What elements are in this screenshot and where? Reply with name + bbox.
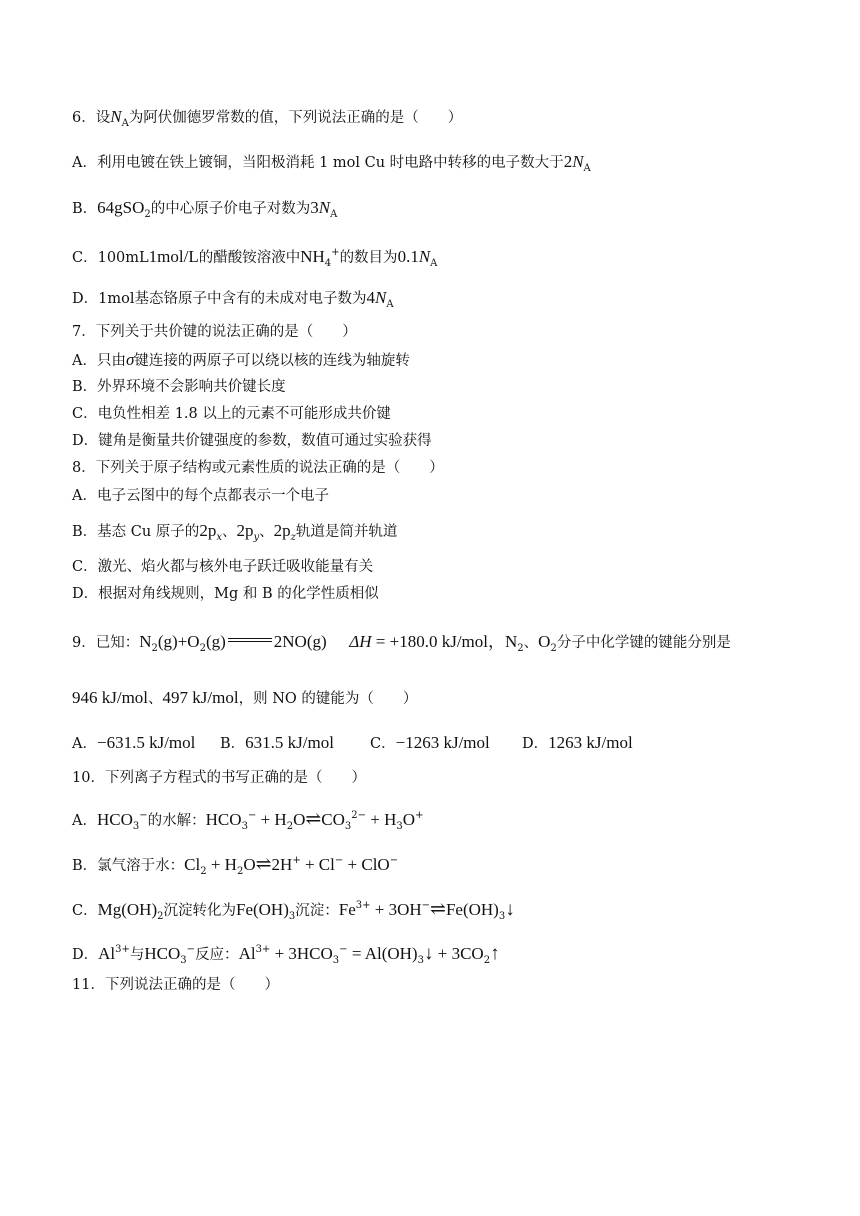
- q10-a-hco2: HCO: [205, 810, 242, 829]
- q10-a-hco: HCO: [96, 810, 133, 829]
- q10-c-feoh-sub: 3: [288, 911, 296, 922]
- down-arrow-icon: ↓: [505, 899, 515, 920]
- q10-a-h3: + H: [366, 810, 397, 829]
- q10-d-3hco: + 3HCO: [270, 944, 333, 963]
- q9-g2: (g): [205, 632, 226, 651]
- q10-a-h-sub: 2: [286, 821, 294, 832]
- q6-b-mass: 64g: [97, 198, 123, 217]
- q9-dh-val: = +180.0 kJ/mol: [371, 632, 489, 651]
- q6-b-sub: A: [330, 209, 338, 220]
- q10-stem: 10．下列离子方程式的书写正确的是（ ）: [72, 770, 366, 786]
- q9-opt-a-label: A．: [72, 736, 97, 752]
- q10-b-2h: 2H: [271, 855, 293, 874]
- q7-option-a: [72, 350, 410, 371]
- q10-c-mgoh-sub: 2: [157, 911, 164, 922]
- q9-opt-d-val: 1263 kJ/mol: [548, 733, 633, 752]
- q10-c-feoh2-sub: 3: [498, 911, 506, 922]
- equilibrium-arrow-icon: ⇌: [305, 809, 322, 830]
- orbital-y-sub: y: [253, 532, 260, 543]
- q6-c-nh-sup: +: [331, 247, 340, 258]
- q6-c-nh-sub: 4: [324, 258, 332, 269]
- q8-stem: 8．下列关于原子结构或元素性质的说法正确的是（ ）: [72, 460, 444, 476]
- q9-opt-a-val: −631.5 kJ/mol: [96, 733, 196, 752]
- q9-e-sep: 、: [148, 691, 163, 707]
- q10-b-cl-sub: 2: [200, 866, 207, 877]
- orbital-2px: 2p: [199, 521, 217, 540]
- equilibrium-arrow-icon: ⇌: [255, 854, 272, 875]
- q10-a-hco2-sup: −: [247, 810, 257, 821]
- q9-sep: 、: [523, 635, 539, 651]
- q10-d-hco-sub: 3: [180, 955, 187, 966]
- down-arrow-icon: ↓: [423, 943, 434, 964]
- q9-e2: 497 kJ/mol: [162, 688, 239, 707]
- q10-c-feoh2: Fe(OH): [445, 900, 499, 919]
- up-arrow-icon: ↑: [490, 943, 500, 964]
- q6-b-coef: 3: [310, 198, 319, 217]
- q9-stem: [72, 632, 731, 659]
- q10-option-d: [72, 940, 500, 971]
- q10-c-oh-sup: −: [421, 900, 431, 911]
- q9-opt-c-label: C．: [370, 736, 396, 752]
- q9-line2-post: ，则 NO 的键能为（ ）: [238, 691, 418, 707]
- q10-b-cl: Cl: [184, 855, 201, 874]
- q8-option-c: C．激光、焰火都与核外电子跃迁吸收能量有关: [72, 559, 374, 575]
- q7-option-c: C．电负性相差 1.8 以上的元素不可能形成共价键: [72, 406, 391, 422]
- q6-stem-prefix: 6．设: [72, 110, 111, 126]
- q10-a-h3o-sup: +: [415, 810, 424, 821]
- q10-b-h-sub: 2: [236, 866, 244, 877]
- sigma-symbol: σ: [125, 350, 135, 369]
- q10-b-cl2: + Cl: [300, 855, 335, 874]
- q10-c-label: C．: [72, 903, 98, 919]
- q10-a-mid: 的水解：: [147, 813, 206, 829]
- orbital-2py: 2p: [236, 521, 254, 540]
- q7-a-pre: A．只由: [72, 353, 126, 369]
- sep-2: 、: [259, 524, 274, 540]
- q6-stem-text: 为阿伏伽德罗常数的值，下列说法正确的是（ ）: [128, 110, 463, 126]
- q6-c-end: 的数目为: [339, 250, 398, 266]
- q10-d-co2-sub: 2: [483, 955, 491, 966]
- q6-c-conc: 1mol/L: [148, 247, 199, 266]
- q10-d-3hco-sub: 3: [332, 955, 340, 966]
- q6-b-so: SO: [122, 198, 145, 217]
- q10-d-aloh-sub: 3: [417, 955, 424, 966]
- q10-d-hco: HCO: [144, 944, 181, 963]
- q6-d-N: N: [374, 288, 387, 307]
- q9-e1: 946 kJ/mol: [72, 688, 149, 707]
- q10-d-al2-sup: 3+: [255, 944, 271, 955]
- avogadro-sub: A: [121, 118, 129, 129]
- orbital-2pz: 2p: [273, 521, 291, 540]
- q10-a-co-sup: 2−: [351, 810, 367, 821]
- q6-d-label: D．: [72, 291, 99, 307]
- q10-d-aloh: Al(OH): [364, 944, 418, 963]
- q6-d-coef: 4: [366, 288, 375, 307]
- q9-post: 分子中化学键的键能分别是: [556, 635, 731, 651]
- q9-o2-sub: 2: [550, 643, 557, 654]
- avogadro-symbol: N: [110, 107, 122, 126]
- sep-1: 、: [221, 524, 237, 540]
- q10-a-hco2-sub: 3: [241, 821, 248, 832]
- q10-c-fe-sup: 3+: [355, 900, 371, 911]
- q10-b-pre: B．氯气溶于水：: [72, 858, 185, 874]
- q9-opt-b-label: B．: [220, 736, 246, 752]
- q11-stem: 11．下列说法正确的是（ ）: [72, 977, 279, 993]
- q6-c-nh: NH: [300, 247, 325, 266]
- q9-n2-sub: 2: [517, 643, 524, 654]
- q10-a-hco-sup: −: [139, 810, 148, 821]
- q7-stem: 7．下列关于共价键的说法正确的是（ ）: [72, 324, 357, 340]
- q9-dh: ΔH: [349, 632, 372, 651]
- q10-b-2h-sup: +: [292, 855, 301, 866]
- q10-option-a: [72, 806, 423, 837]
- q9-n-sub: 2: [151, 643, 158, 654]
- q10-a-h3-sub: 3: [396, 821, 403, 832]
- q10-b-o: O: [243, 855, 256, 874]
- q6-a-sub: A: [583, 163, 591, 174]
- q10-b-h: + H: [206, 855, 237, 874]
- q10-a-h: + H: [256, 810, 287, 829]
- q6-b-so-sub: 2: [144, 209, 151, 220]
- q10-d-al-sup: 3+: [115, 944, 130, 955]
- q10-d-co2: + 3CO: [433, 944, 484, 963]
- q6-d-sub: A: [386, 299, 394, 310]
- q10-d-label: D．: [72, 947, 99, 963]
- q6-c-text: 的醋酸铵溶液中: [198, 250, 301, 266]
- q9-options: [72, 733, 633, 754]
- q10-d-al: Al: [98, 944, 116, 963]
- q10-a-hco-sub: 3: [132, 821, 140, 832]
- q10-a-co: CO: [321, 810, 345, 829]
- q6-option-a: [72, 152, 591, 179]
- q9-pre: 9．已知：: [72, 635, 140, 651]
- q6-c-sub: A: [430, 258, 438, 269]
- q6-option-b: [72, 198, 337, 225]
- q10-c-oh: + 3OH: [370, 900, 422, 919]
- q9-opt-c-val: −1263 kJ/mol: [395, 733, 490, 752]
- q6-c-coef: 0.1: [397, 247, 419, 266]
- q7-option-b: B．外界环境不会影响共价键长度: [72, 379, 286, 395]
- q10-b-clo: + ClO: [343, 855, 390, 874]
- q10-a-h3o: O: [402, 810, 416, 829]
- q10-c-mid1: 沉淀转化为: [163, 903, 236, 919]
- q9-opt-b-val: 631.5 kJ/mol: [245, 733, 334, 752]
- q10-a-label: A．: [72, 813, 97, 829]
- q6-option-d: [72, 288, 394, 315]
- q10-b-cl2-sup: −: [334, 855, 344, 866]
- q6-b-N: N: [318, 198, 331, 217]
- q10-c-mgoh: Mg(OH): [97, 900, 158, 919]
- q7-a-post: 键连接的两原子可以绕以核的连线为轴旋转: [134, 353, 410, 369]
- q6-d-text: 基态铬原子中含有的未成对电子数为: [134, 291, 367, 307]
- q10-d-hco-sup: −: [186, 944, 196, 955]
- q9-n2: ，N: [488, 632, 518, 651]
- q9-energies: [72, 688, 417, 709]
- q10-b-clo-sup: −: [389, 855, 399, 866]
- q9-n: N: [139, 632, 152, 651]
- q9-o2: O: [538, 632, 551, 651]
- q6-b-text: 的中心原子价电子对数为: [150, 201, 311, 217]
- q8-b-post: 轨道是简并轨道: [295, 524, 398, 540]
- q8-option-d: D．根据对角线规则，Mg 和 B 的化学性质相似: [72, 586, 379, 602]
- q8-option-b: [72, 521, 397, 548]
- q10-c-fe: Fe: [338, 900, 356, 919]
- q10-option-c: [72, 896, 515, 927]
- q9-product: 2NO(g): [273, 632, 327, 651]
- q10-d-mid1: 与: [129, 947, 145, 963]
- q10-d-al2: Al: [238, 944, 256, 963]
- q9-opt-d-label: D．: [522, 736, 549, 752]
- q10-option-b: [72, 851, 398, 882]
- equilibrium-arrow-icon: ⇌: [430, 899, 446, 920]
- q6-c-volume: 100mL: [97, 250, 149, 266]
- q6-c-N: N: [418, 247, 431, 266]
- q10-c-feoh: Fe(OH): [235, 900, 289, 919]
- q6-a-N: N: [572, 152, 584, 171]
- q10-c-mid2: 沉淀：: [295, 903, 339, 919]
- q8-option-a: A．电子云图中的每个点都表示一个电子: [72, 488, 329, 504]
- q6-a-coef: 2: [563, 152, 573, 171]
- q9-g1: (g)+O: [157, 632, 200, 651]
- q10-a-co-sub: 3: [344, 821, 352, 832]
- q6-d-mol: 1mol: [98, 291, 135, 307]
- q6-c-label: C．: [72, 250, 98, 266]
- q6-b-label: B．: [72, 201, 98, 217]
- q6-stem: [72, 107, 462, 134]
- q10-a-o: O: [293, 810, 306, 829]
- equal-sign-long: [228, 638, 272, 642]
- q9-o-sub: 2: [199, 643, 206, 654]
- q10-d-eq: =: [347, 944, 365, 963]
- q10-d-mid2: 反应：: [195, 947, 239, 963]
- orbital-x-sub: x: [216, 532, 222, 543]
- q6-a-text: A．利用电镀在铁上镀铜，当阳极消耗 1 mol Cu 时电路中转移的电子数大于: [72, 155, 564, 171]
- q6-option-c: [72, 243, 437, 274]
- q8-b-pre: B．基态 Cu 原子的: [72, 524, 200, 540]
- q7-option-d: D．键角是衡量共价键强度的参数，数值可通过实验获得: [72, 433, 432, 449]
- q10-d-3hco-sup: −: [339, 944, 348, 955]
- orbital-z-sub: z: [290, 532, 296, 543]
